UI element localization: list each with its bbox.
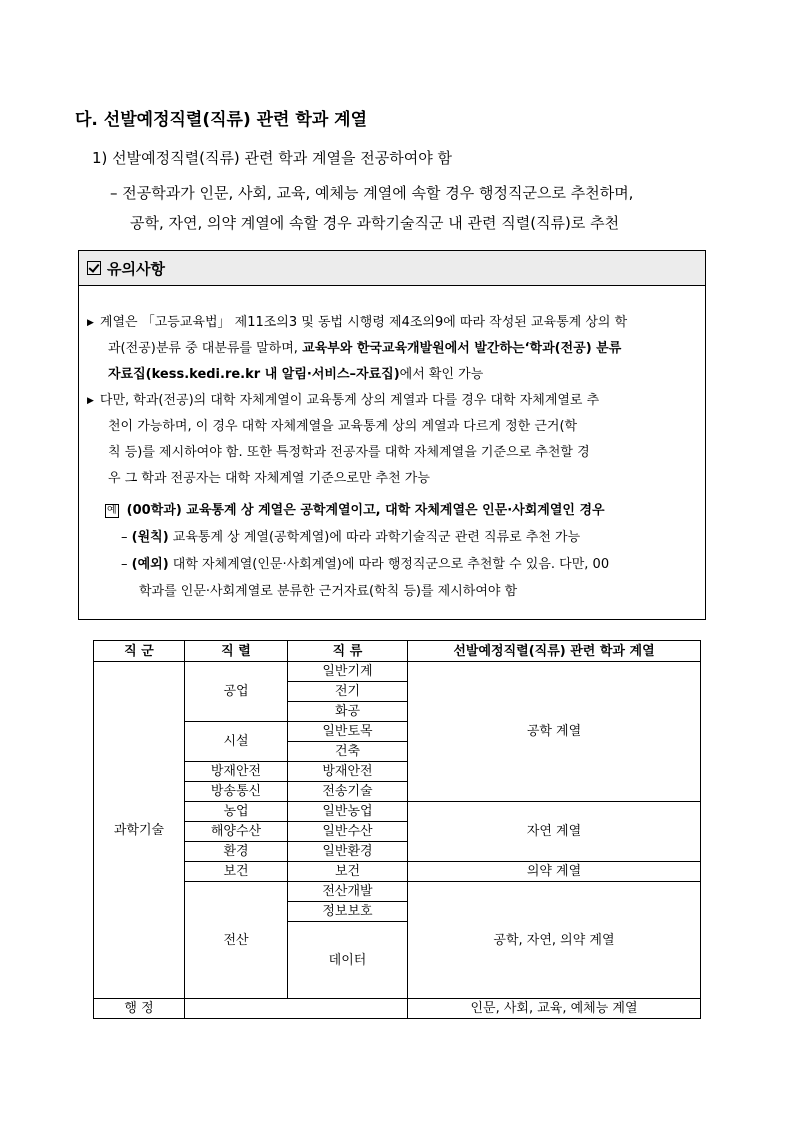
empty-cell xyxy=(185,999,408,1019)
group-cell-admin: 행 정 xyxy=(94,999,185,1019)
series-cell: 보건 xyxy=(185,862,288,882)
notice-box xyxy=(78,250,706,620)
notice-p2-line4: 우 그 학과 전공자는 대학 자체계열 기준으로만 추천 가능 xyxy=(108,471,430,486)
dash-item-line-2: 공학, 자연, 의약 계열에 속할 경우 과학기술직군 내 관련 직렬(직류)로 추천 xyxy=(130,214,620,232)
major-field-table xyxy=(93,640,701,1019)
class-cell: 일반토목 xyxy=(288,722,408,742)
header-cell: 직 류 xyxy=(288,641,408,662)
field-cell: 자연 계열 xyxy=(408,802,701,862)
header-cell: 선발예정직렬(직류) 관련 학과 계열 xyxy=(408,641,701,662)
class-cell: 일반기계 xyxy=(288,662,408,682)
class-cell: 화공 xyxy=(288,702,408,722)
table-row xyxy=(94,862,701,882)
notice-title: 유의사항 xyxy=(87,258,165,279)
class-cell: 데이터 xyxy=(288,922,408,999)
notice-p2-line2: 천이 가능하며, 이 경우 대학 자체계열을 교육통계 상의 계열과 다르게 정한 근거(학 xyxy=(108,419,578,434)
class-cell: 전송기술 xyxy=(288,782,408,802)
example-icon: 예 xyxy=(107,505,117,516)
header-cell: 직 렬 xyxy=(185,641,288,662)
series-cell: 방재안전 xyxy=(185,762,288,782)
table-header-row xyxy=(94,641,701,662)
notice-p2-line3: 칙 등)를 제시하여야 함. 또한 특정학과 전공자를 대학 자체계열을 기준으로 추천할 경 xyxy=(108,445,590,460)
example-title: 예 (00학과) 교육통계 상 계열은 공학계열이고, 대학 자체계열은 인문·사회계열인 경우 xyxy=(107,503,605,518)
header-cell: 직 군 xyxy=(94,641,185,662)
triangle-bullet-icon: ▶ xyxy=(87,396,94,406)
field-cell: 의약 계열 xyxy=(408,862,701,882)
class-cell: 일반농업 xyxy=(288,802,408,822)
triangle-bullet-icon: ▶ xyxy=(87,318,94,328)
series-cell: 시설 xyxy=(185,722,288,762)
class-cell: 일반환경 xyxy=(288,842,408,862)
field-cell: 공학, 자연, 의약 계열 xyxy=(408,882,701,999)
notice-p2-line1: ▶ 다만, 학과(전공)의 대학 자체계열이 교육통계 상의 계열과 다를 경우 대학 자체계열로 추 xyxy=(87,393,600,408)
example-exception-line2: 학과를 인문·사회계열로 분류한 근거자료(학칙 등)를 제시하여야 함 xyxy=(139,584,518,599)
series-cell: 농업 xyxy=(185,802,288,822)
field-cell: 공학 계열 xyxy=(408,662,701,802)
table-row xyxy=(94,662,701,682)
dash-item-line-1: – 전공학과가 인문, 사회, 교육, 예체능 계열에 속할 경우 행정직군으로 추천하며, xyxy=(110,184,634,202)
group-cell-science: 과학기술 xyxy=(94,662,185,999)
class-cell: 일반수산 xyxy=(288,822,408,842)
notice-p1-line1: ▶ 계열은 「고등교육법」 제11조의3 및 동법 시행령 제4조의9에 따라 작성된 교육통계 상의 학 xyxy=(87,315,628,330)
series-cell: 방송통신 xyxy=(185,782,288,802)
table-row xyxy=(94,882,701,902)
notice-p1-line3: 자료집(kess.kedi.re.kr 내 알림·서비스–자료집)에서 확인 가능 xyxy=(108,367,484,382)
table-row xyxy=(94,802,701,822)
class-cell: 전산개발 xyxy=(288,882,408,902)
field-cell: 인문, 사회, 교육, 예체능 계열 xyxy=(408,999,701,1019)
checkbox-icon xyxy=(87,261,101,275)
series-cell: 공업 xyxy=(185,662,288,722)
series-cell: 환경 xyxy=(185,842,288,862)
class-cell: 전기 xyxy=(288,682,408,702)
class-cell: 건축 xyxy=(288,742,408,762)
example-exception: – (예외) 대학 자체계열(인문·사회계열)에 따라 행정직군으로 추천할 수 있음. 다만, 00 xyxy=(121,557,610,572)
class-cell: 보건 xyxy=(288,862,408,882)
example-principle: – (원칙) 교육통계 상 계열(공학계열)에 따라 과학기술직군 관련 직류로 추천 가능 xyxy=(121,530,581,545)
notice-header xyxy=(79,251,705,286)
series-cell: 전산 xyxy=(185,882,288,999)
section-heading: 다. 선발예정직렬(직류) 관련 학과 계열 xyxy=(75,110,368,130)
class-cell: 정보보호 xyxy=(288,902,408,922)
class-cell: 방재안전 xyxy=(288,762,408,782)
item-1: 1) 선발예정직렬(직류) 관련 학과 계열을 전공하여야 함 xyxy=(92,149,453,167)
series-cell: 해양수산 xyxy=(185,822,288,842)
table-row xyxy=(94,999,701,1019)
notice-p1-line2: 과(전공)분류 중 대분류를 말하며, 교육부와 한국교육개발원에서 발간하는‘학과(전공) 분류 xyxy=(108,341,622,356)
